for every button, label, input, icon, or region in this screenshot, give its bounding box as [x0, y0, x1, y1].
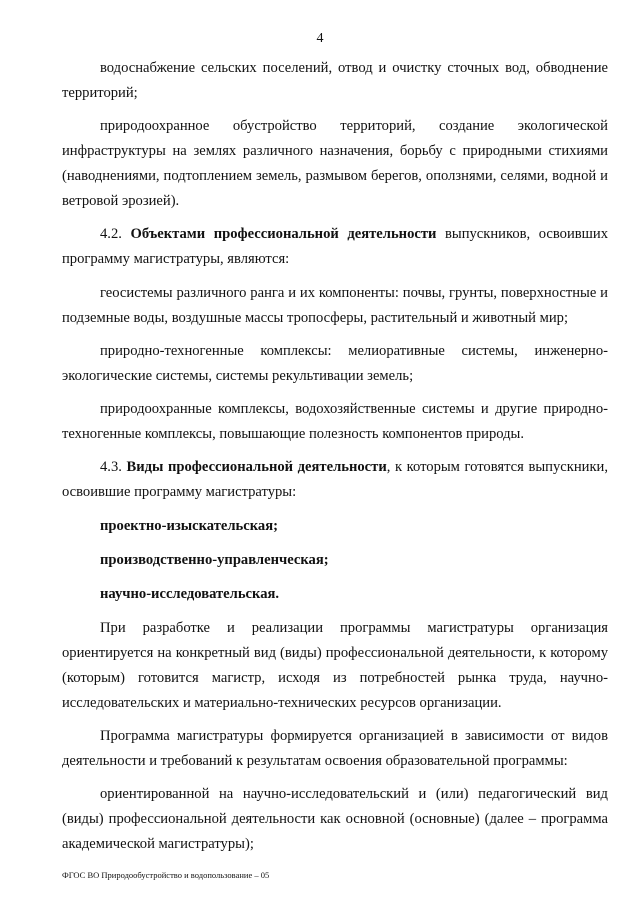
activity-type-design: проектно-изыскательская;: [100, 518, 278, 534]
paragraph-text: , к которым готовятся выпускники, освоившие программу магистратуры:: [62, 459, 608, 500]
document-body: [62, 56, 608, 865]
page-number: 4: [316, 31, 324, 46]
section-number: 4.3.: [100, 459, 127, 475]
paragraph-natural-technogenic: природно-техногенные комплексы: мелиоративные системы, инженерно-экологические системы, системы рекультивации земель;: [62, 343, 608, 384]
paragraph-objects-of-activity: [62, 222, 608, 272]
paragraph-text: выпускников, освоивших программу магистратуры, являются:: [62, 226, 609, 267]
paragraph-nature-protection: природоохранные комплексы, водохозяйственные системы и другие природно-техногенные комплексы, повышающие полезность компонентов природы.: [62, 401, 608, 442]
paragraph-geosystems: геосистемы различного ранга и их компоненты: почвы, грунты, поверхностные и подземные воды, воздушные массы тропосферы, растительный и животный мир;: [62, 285, 608, 326]
paragraph-program-development: При разработке и реализации программы магистратуры организация ориентируется на конкретный вид (виды) профессиональной деятельности, к которому (которым) готовится магистр, исходя из потребностей рынка труда, научно-исследовательских и материально-технических ресурсов организации.: [62, 620, 608, 711]
footer-standard-code: ФГОС ВО Природообустройство и водопользование – 05: [62, 870, 270, 880]
paragraph-water-supply: водоснабжение сельских поселений, отвод и очистку сточных вод, обводнение территорий;: [62, 60, 608, 101]
paragraph-types-of-activity: [62, 455, 608, 505]
bold-term: Объектами профессиональной деятельности: [130, 226, 437, 242]
paragraph-program-formation: Программа магистратуры формируется организацией в зависимости от видов деятельности и требований к результатам освоения образовательной программы:: [62, 728, 608, 769]
paragraph-environmental-arrangement: природоохранное обустройство территорий, создание экологической инфраструктуры на землях различного назначения, борьбу с природными стихиями (наводнениями, подтоплением земель, размывом берегов, оползнями, селями, водной и ветровой эрозией).: [62, 118, 608, 209]
bold-term: Виды профессиональной деятельности: [126, 459, 387, 475]
activity-type-research: научно-исследовательская.: [100, 586, 280, 602]
activity-type-production: производственно-управленческая;: [100, 552, 329, 568]
section-number: 4.2.: [100, 226, 131, 242]
paragraph-academic-masters: ориентированной на научно-исследовательский и (или) педагогический вид (виды) профессиональной деятельности как основной (основные) (далее – программа академической магистратуры);: [62, 786, 608, 852]
